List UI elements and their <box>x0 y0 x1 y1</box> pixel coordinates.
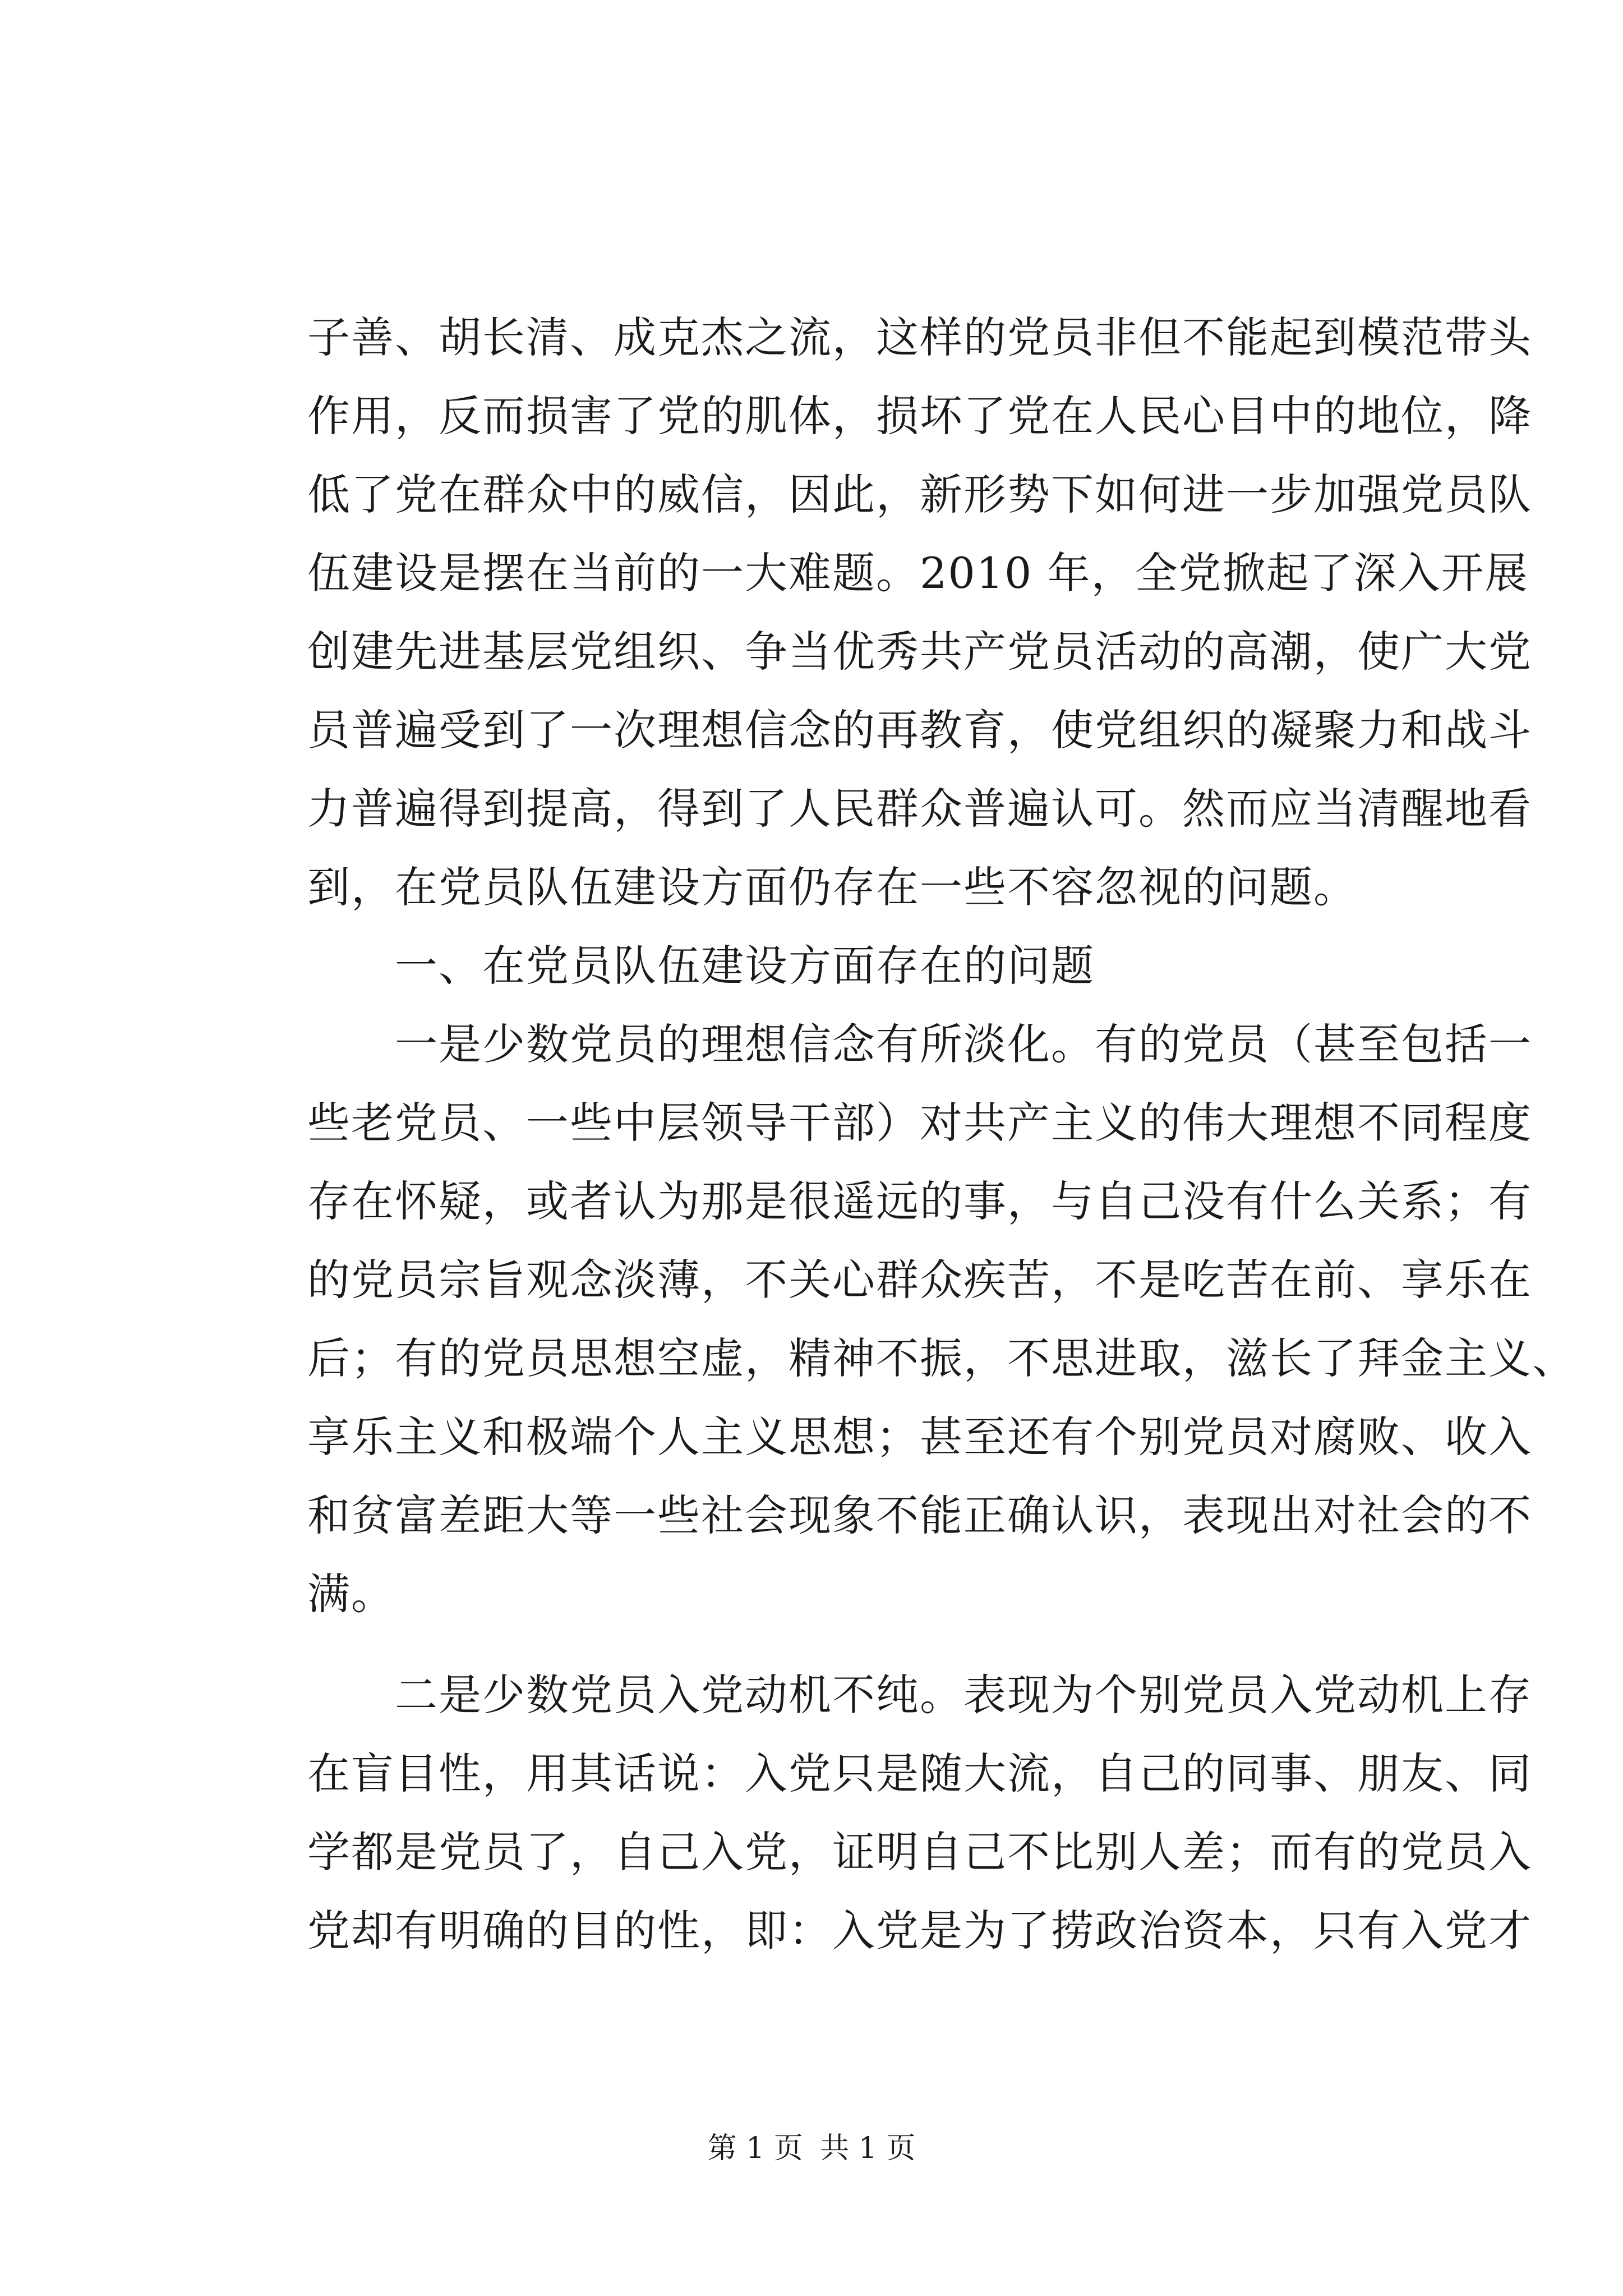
text-line: 在盲目性，用其话说：入党只是随大流，自己的同事、朋友、同 <box>307 1749 1532 1798</box>
text-line: 创建先进基层党组织、争当优秀共产党员活动的高潮，使广大党 <box>307 627 1532 677</box>
page-number: 第 1 页 <box>707 2132 803 2165</box>
section-heading: 一、在党员队伍建设方面存在的问题 <box>307 941 1095 991</box>
text-line: 后；有的党员思想空虚，精神不振，不思进取，滋长了拜金主义、 <box>307 1333 1576 1383</box>
text-line: 二是少数党员入党动机不纯。表现为个别党员入党动机上存 <box>307 1670 1532 1720</box>
text-line: 力普遍得到提高，得到了人民群众普遍认可。然而应当清醒地看 <box>307 784 1532 834</box>
text-line: 和贫富差距大等一些社会现象不能正确认识，表现出对社会的不 <box>307 1490 1532 1540</box>
text-line: 些老党员、一些中层领导干部）对共产主义的伟大理想不同程度 <box>307 1098 1532 1148</box>
text-line: 到，在党员队伍建设方面仍存在一些不容忽视的问题。 <box>307 862 1357 912</box>
document-body <box>307 298 1576 1970</box>
page-total: 共 1 页 <box>820 2132 916 2165</box>
text-line: 员普遍受到了一次理想信念的再教育，使党组织的凝聚力和战斗 <box>307 705 1532 755</box>
text-line: 满。 <box>307 1569 395 1619</box>
page-footer <box>0 2126 1623 2171</box>
text-line: 一是少数党员的理想信念有所淡化。有的党员（甚至包括一 <box>307 1019 1532 1069</box>
text-line: 党却有明确的目的性，即：入党是为了捞政治资本，只有入党才 <box>307 1906 1532 1955</box>
text-line: 享乐主义和极端个人主义思想；甚至还有个别党员对腐败、收入 <box>307 1412 1532 1462</box>
text-line: 低了党在群众中的威信，因此，新形势下如何进一步加强党员队 <box>307 470 1532 519</box>
text-line: 伍建设是摆在当前的一大难题。2010 年，全党掀起了深入开展 <box>307 548 1529 598</box>
text-line: 子善、胡长清、成克杰之流，这样的党员非但不能起到模范带头 <box>307 312 1532 362</box>
text-line: 的党员宗旨观念淡薄，不关心群众疾苦，不是吃苦在前、享乐在 <box>307 1255 1532 1305</box>
text-line: 学都是党员了，自己入党，证明自己不比别人差；而有的党员入 <box>307 1827 1532 1877</box>
paragraph-gap <box>307 1634 1317 1656</box>
text-line: 存在怀疑，或者认为那是很遥远的事，与自己没有什么关系；有 <box>307 1176 1532 1226</box>
text-line: 作用，反而损害了党的肌体，损坏了党在人民心目中的地位，降 <box>307 391 1532 441</box>
